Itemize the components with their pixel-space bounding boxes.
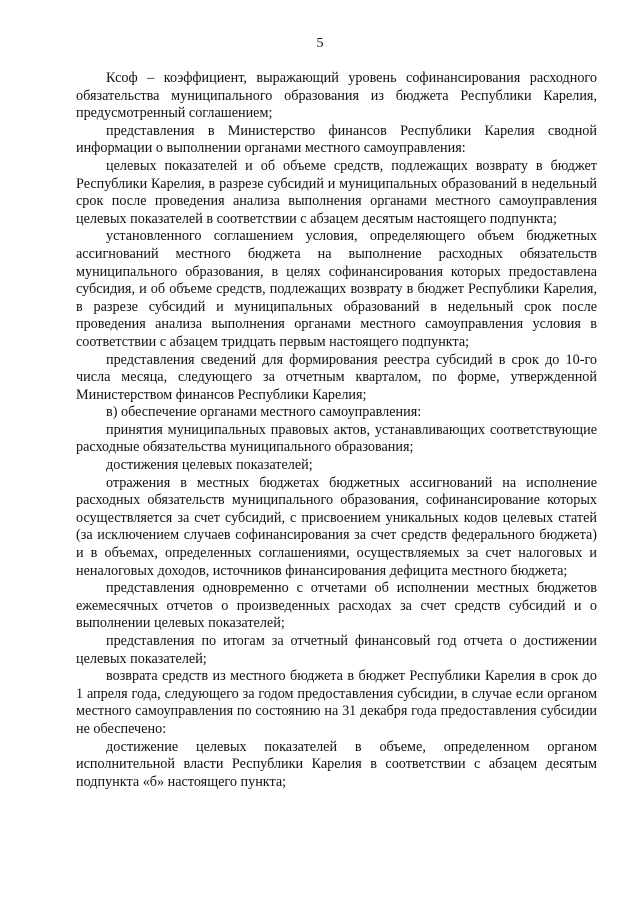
page-number: 5: [316, 36, 324, 51]
paragraph: представления по итогам за отчетный финансовый год отчета о достижении целевых показателей;: [76, 633, 597, 667]
paragraph: представления сведений для формирования реестра субсидий в срок до 10-го числа месяца, следующего за отчетным кварталом, по форме, утвержденной Министерством финансов Республики Карелия;: [76, 351, 597, 403]
paragraph: достижение целевых показателей в объеме, определенном органом исполнительной власти Республики Карелия в соответствии с абзацем десятым подпункта «б» настоящего пункта;: [76, 738, 597, 790]
paragraph: представления одновременно с отчетами об исполнении местных бюджетов ежемесячных отчетов о произведенных расходах за счет средств субсидий и о выполнении целевых показателей;: [76, 580, 597, 632]
paragraph: установленного соглашением условия, определяющего объем бюджетных ассигнований местного бюджета на выполнение расходных обязательств муниципального образования, в целях софинансирования которых предоставлена субсидия, и об объеме средств, подлежащих возврату в бюджет Республики Карелия, в разрезе субсидий и муниципальных образований в недельный срок после проведения анализа выполнения органами местного самоуправления условия в соответствии с абзацем тридцать первым настоящего подпункта;: [76, 228, 597, 350]
paragraph: возврата средств из местного бюджета в бюджет Республики Карелия в срок до 1 апреля года, следующего за годом предоставления субсидии, в случае если органом местного самоуправления по состоянию на 31 декабря года предоставления субсидии не обеспечено:: [76, 668, 597, 737]
paragraph: принятия муниципальных правовых актов, устанавливающих соответствующие расходные обязательства муниципального образования;: [76, 421, 597, 456]
paragraph: достижения целевых показателей;: [106, 457, 313, 474]
paragraph: Ксоф – коэффициент, выражающий уровень софинансирования расходного обязательства муниципального образования из бюджета Республики Карелия, предусмотренный соглашением;: [76, 70, 597, 122]
paragraph: отражения в местных бюджетах бюджетных ассигнований на исполнение расходных обязательств муниципального образования, софинансирование которых осуществляется за счет субсидий, с присвоением уникальных кодов целевых статей (за исключением случаев софинансирования за счет средств федерального бюджета) и в объемах, определенных соглашениями, осуществляемых за счет налоговых и неналоговых доходов, источников финансирования дефицита местного бюджета;: [76, 474, 597, 579]
document-body: [76, 70, 597, 791]
paragraph: в) обеспечение органами местного самоуправления:: [106, 404, 422, 421]
paragraph: целевых показателей и об объеме средств, подлежащих возврату в бюджет Республики Карелия, в разрезе субсидий и муниципальных образований в недельный срок после проведения анализа выполнения органами местного самоуправления целевых показателей в соответствии с абзацем десятым настоящего подпункта;: [76, 157, 597, 227]
paragraph: представления в Министерство финансов Республики Карелия сводной информации о выполнении органами местного самоуправления:: [76, 122, 597, 157]
